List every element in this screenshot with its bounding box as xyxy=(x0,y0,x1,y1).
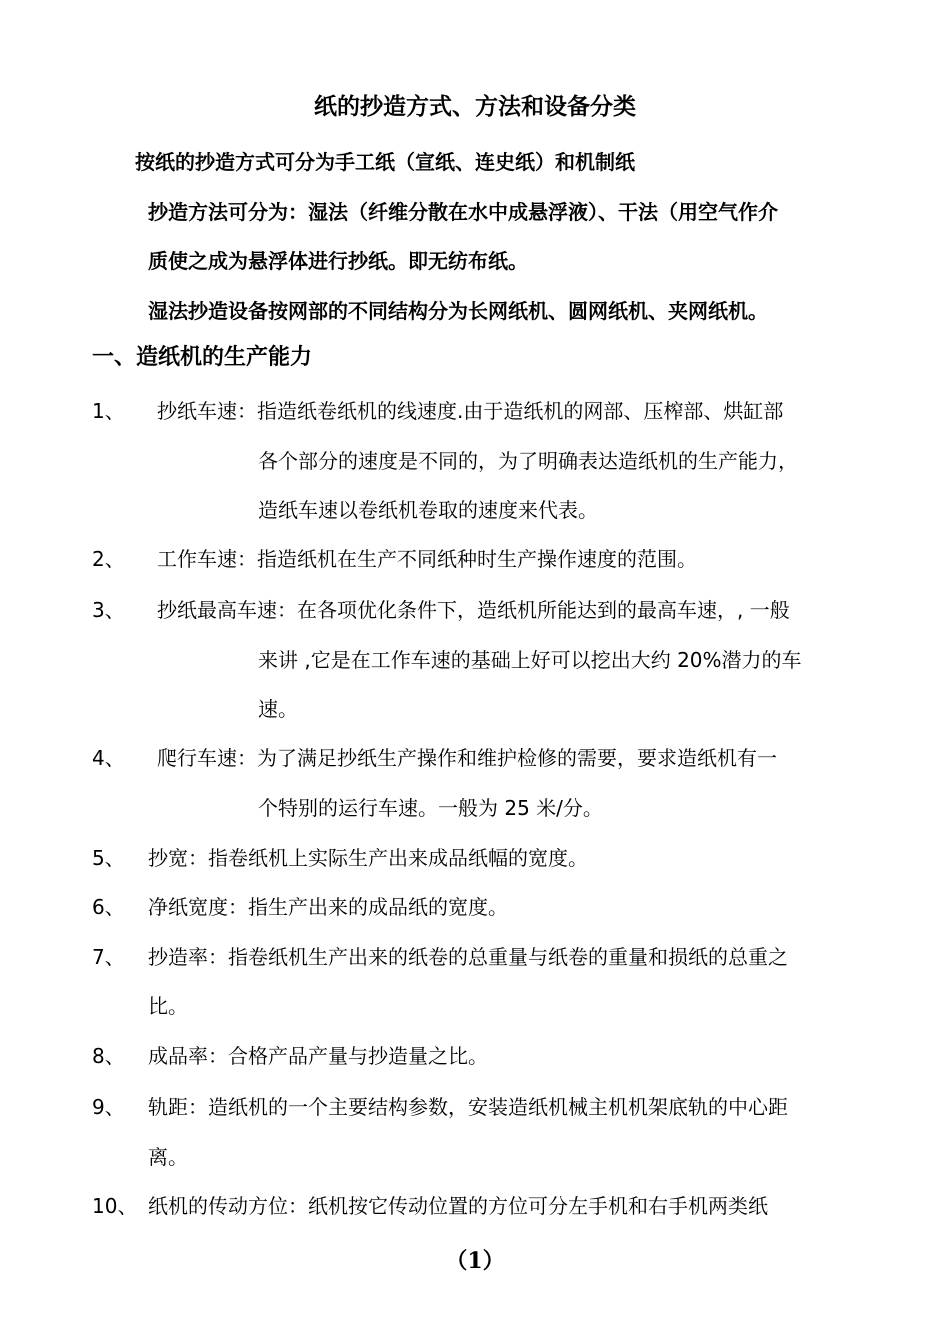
list-item-number: 6、 xyxy=(92,895,125,919)
list-item-text: 离。 xyxy=(148,1145,188,1169)
list-item-text: 爬行车速：为了满足抄纸生产操作和维护检修的需要，要求造纸机有一 xyxy=(157,746,777,770)
list-item-text: 速。 xyxy=(258,697,298,721)
intro-line-4: 湿法抄造设备按网部的不同结构分为长网纸机、圆网纸机、夹网纸机。 xyxy=(148,299,768,323)
list-item-number: 3、 xyxy=(92,598,125,622)
list-item-number: 9、 xyxy=(92,1095,125,1119)
list-item-number: 8、 xyxy=(92,1044,125,1068)
intro-line-3: 质使之成为悬浮体进行抄纸。即无纺布纸。 xyxy=(148,249,528,273)
list-item-text: 比。 xyxy=(148,994,188,1018)
list-item-text: 净纸宽度：指生产出来的成品纸的宽度。 xyxy=(148,895,508,919)
list-item-number: 4、 xyxy=(92,746,125,770)
list-item-text: 成品率：合格产品产量与抄造量之比。 xyxy=(148,1044,488,1068)
list-item-text: 工作车速：指造纸机在生产不同纸种时生产操作速度的范围。 xyxy=(157,547,697,571)
list-item-text: 个特别的运行车速。一般为 25 米/分。 xyxy=(258,796,603,820)
intro-line-1: 按纸的抄造方式可分为手工纸（宣纸、连史纸）和机制纸 xyxy=(135,150,635,174)
list-item-text: 抄宽：指卷纸机上实际生产出来成品纸幅的宽度。 xyxy=(148,846,588,870)
list-item-text: 轨距：造纸机的一个主要结构参数，安装造纸机械主机机架底轨的中心距 xyxy=(148,1095,788,1119)
intro-line-2: 抄造方法可分为：湿法（纤维分散在水中成悬浮液）、干法（用空气作介 xyxy=(148,200,778,224)
list-item-number: 5、 xyxy=(92,846,125,870)
list-item-text: 抄纸最高车速：在各项优化条件下，造纸机所能达到的最高车速，, 一般 xyxy=(157,598,790,622)
list-item-text: 各个部分的速度是不同的，为了明确表达造纸机的生产能力， xyxy=(258,449,798,473)
page-number: （1） xyxy=(445,1248,505,1274)
list-item-text: 抄造率：指卷纸机生产出来的纸卷的总重量与纸卷的重量和损纸的总重之 xyxy=(148,945,788,969)
list-item-number: 1、 xyxy=(92,399,125,423)
document-title: 纸的抄造方式、方法和设备分类 xyxy=(314,94,636,120)
list-item-text: 来讲 ,它是在工作车速的基础上好可以挖出大约 20%潜力的车 xyxy=(258,648,802,672)
list-item-text: 纸机的传动方位：纸机按它传动位置的方位可分左手机和右手机两类纸 xyxy=(148,1194,768,1218)
section-heading: 一、造纸机的生产能力 xyxy=(92,345,313,370)
list-item-text: 抄纸车速：指造纸卷纸机的线速度.由于造纸机的网部、压榨部、烘缸部 xyxy=(157,399,784,423)
list-item-number: 7、 xyxy=(92,945,125,969)
list-item-number: 10、 xyxy=(92,1194,138,1218)
list-item-number: 2、 xyxy=(92,547,125,571)
list-item-text: 造纸车速以卷纸机卷取的速度来代表。 xyxy=(258,498,598,522)
